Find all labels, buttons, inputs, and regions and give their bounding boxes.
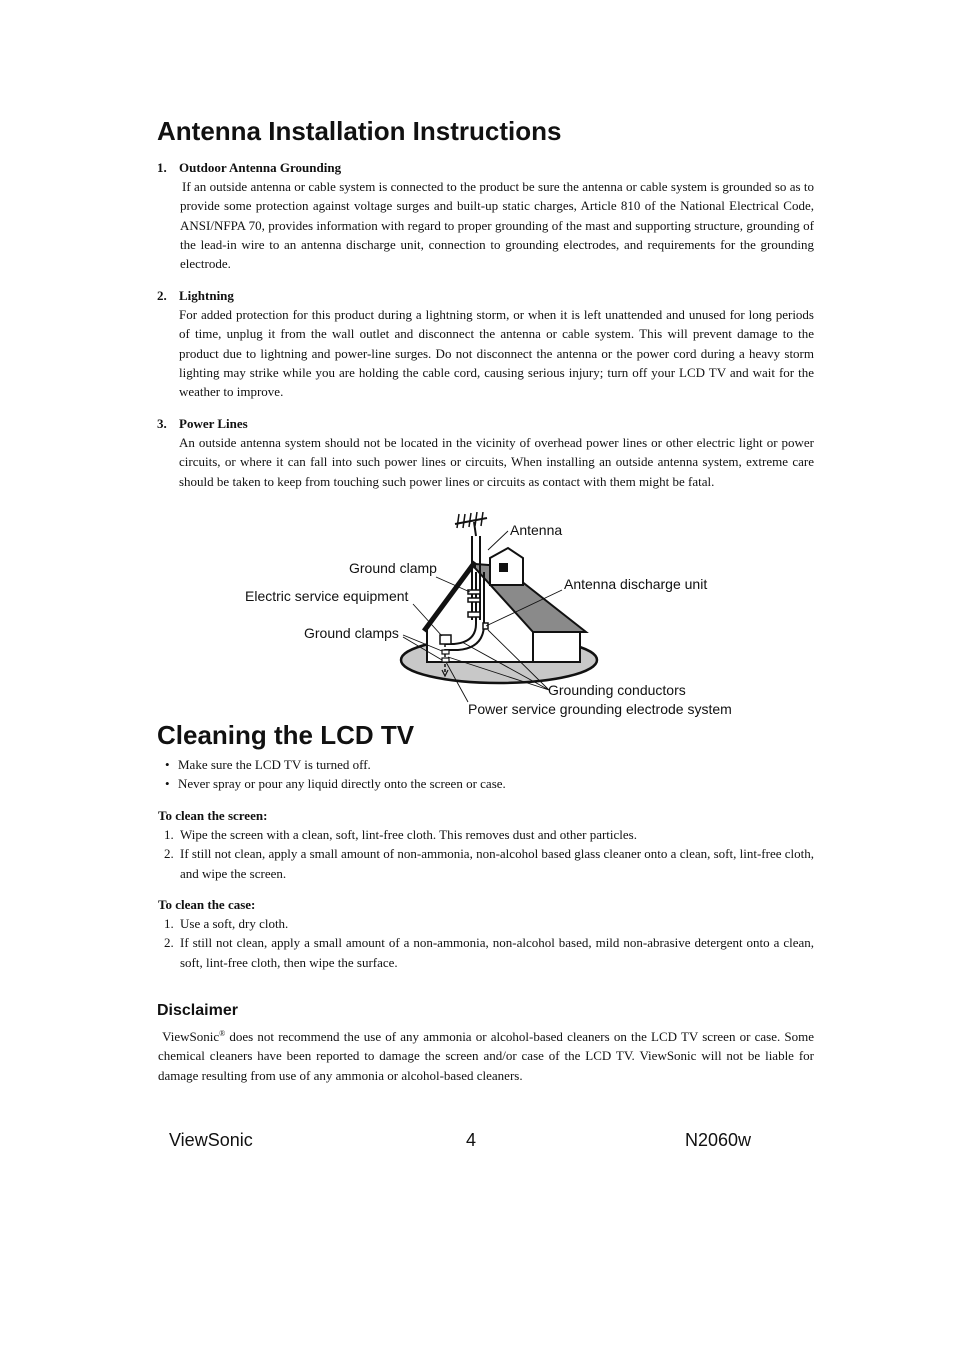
item-1-title [157, 158, 341, 177]
clean-case-steps [164, 914, 814, 972]
item-1-number: 1. [157, 160, 167, 175]
item-3-heading: Power Lines [179, 416, 248, 431]
disclaimer-brand: ViewSonic [162, 1029, 220, 1044]
label-electric-service-equipment: Electric service equipment [245, 588, 409, 604]
label-ground-clamp: Ground clamp [349, 560, 437, 576]
item-2-number: 2. [157, 288, 167, 303]
disclaimer-body: does not recommend the use of any ammonia or alcohol-based cleaners on the LCD TV screen or case. Some chemical cleaners have been reported to damage the screen and/or case of the LCD TV. ViewSonic will not be liable for damage resulting from use of any ammonia or alcohol-based cleaners. [158, 1029, 815, 1083]
label-ground-clamps: Ground clamps [304, 625, 399, 641]
clean-screen-steps [164, 825, 814, 883]
electric-service-equipment-icon [440, 635, 451, 644]
label-antenna: Antenna [510, 522, 563, 538]
step-item: 2. If still not clean, apply a small amount of non-ammonia, non-alcohol based glass cleaner onto a clean, soft, lint-free cloth, and wipe the screen. [164, 846, 814, 881]
step-item: 1. Use a soft, dry cloth. [164, 916, 289, 931]
antenna-grounding-diagram [240, 512, 750, 718]
label-power-service-grounding: Power service grounding electrode system [468, 701, 732, 717]
house-side-wall [533, 632, 580, 662]
item-1-text: If an outside antenna or cable system is connected to the product be sure the antenna or cable system is grounded so as to provide some protection against voltage surges and built-up static charges, Article 810 of the National Electrical Code, ANSI/NFPA 70, provides information with regard to proper grounding of the mast and supporting structure, grounding of the lead-in wire to an antenna discharge unit, connection to grounding electrodes, and requirements for the grounding electrode. [180, 179, 814, 272]
label-antenna-discharge-unit: Antenna discharge unit [564, 576, 708, 592]
registered-mark: ® [219, 1029, 226, 1038]
bullet-item: • Make sure the LCD TV is turned off. [165, 757, 371, 772]
item-2-text: For added protection for this product during a lightning storm, or when it is left unattended and unused for long periods of time, unplug it from the wall outlet and disconnect the antenna or cable system. This will prevent damage to the product due to lightning and power-line surges. Do not disconnect the antenna or the power cord during a heavy storm lighting may strike while you are holding the cable cord, causing serious injury; turn off your LCD TV and wait for the weather to improve. [179, 307, 814, 400]
cleaning-bullets [165, 755, 506, 794]
bullet-item: • Never spray or pour any liquid directly onto the screen or case. [165, 776, 506, 792]
item-1-heading: Outdoor Antenna Grounding [179, 160, 342, 175]
antenna-discharge-unit-icon [468, 612, 480, 617]
footer-model: N2060w [685, 1130, 752, 1150]
item-2-title [157, 286, 234, 305]
disclaimer-text [158, 1027, 814, 1085]
clean-screen-heading: To clean the screen: [158, 808, 268, 823]
item-3-number: 3. [157, 416, 167, 431]
antenna-section-title: Antenna Installation Instructions [157, 116, 562, 146]
clean-case-heading: To clean the case: [158, 897, 256, 912]
footer-page-number: 4 [466, 1130, 477, 1150]
disclaimer-heading: Disclaimer [157, 1002, 238, 1019]
cleaning-section-title: Cleaning the LCD TV [157, 720, 415, 750]
item-2-heading: Lightning [179, 288, 234, 303]
label-grounding-conductors: Grounding conductors [548, 682, 686, 698]
item-3-title [157, 414, 248, 433]
item-3-text: An outside antenna system should not be located in the vicinity of overhead power lines or other electric light or power circuits, or where it can fall into such power lines or circuits, When installing an outside antenna system, extreme care should be taken to keep from touching such power lines or circuits as contact with them might be fatal. [179, 435, 814, 489]
footer-brand: ViewSonic [169, 1130, 253, 1150]
step-item: 1. Wipe the screen with a clean, soft, lint-free cloth. This removes dust and other particles. [164, 827, 637, 842]
step-item: 2. If still not clean, apply a small amount of a non-ammonia, non-alcohol based, mild non-abrasive detergent onto a clean, soft, lint-free cloth, then wipe the surface. [164, 935, 814, 970]
dormer-window [499, 563, 508, 572]
